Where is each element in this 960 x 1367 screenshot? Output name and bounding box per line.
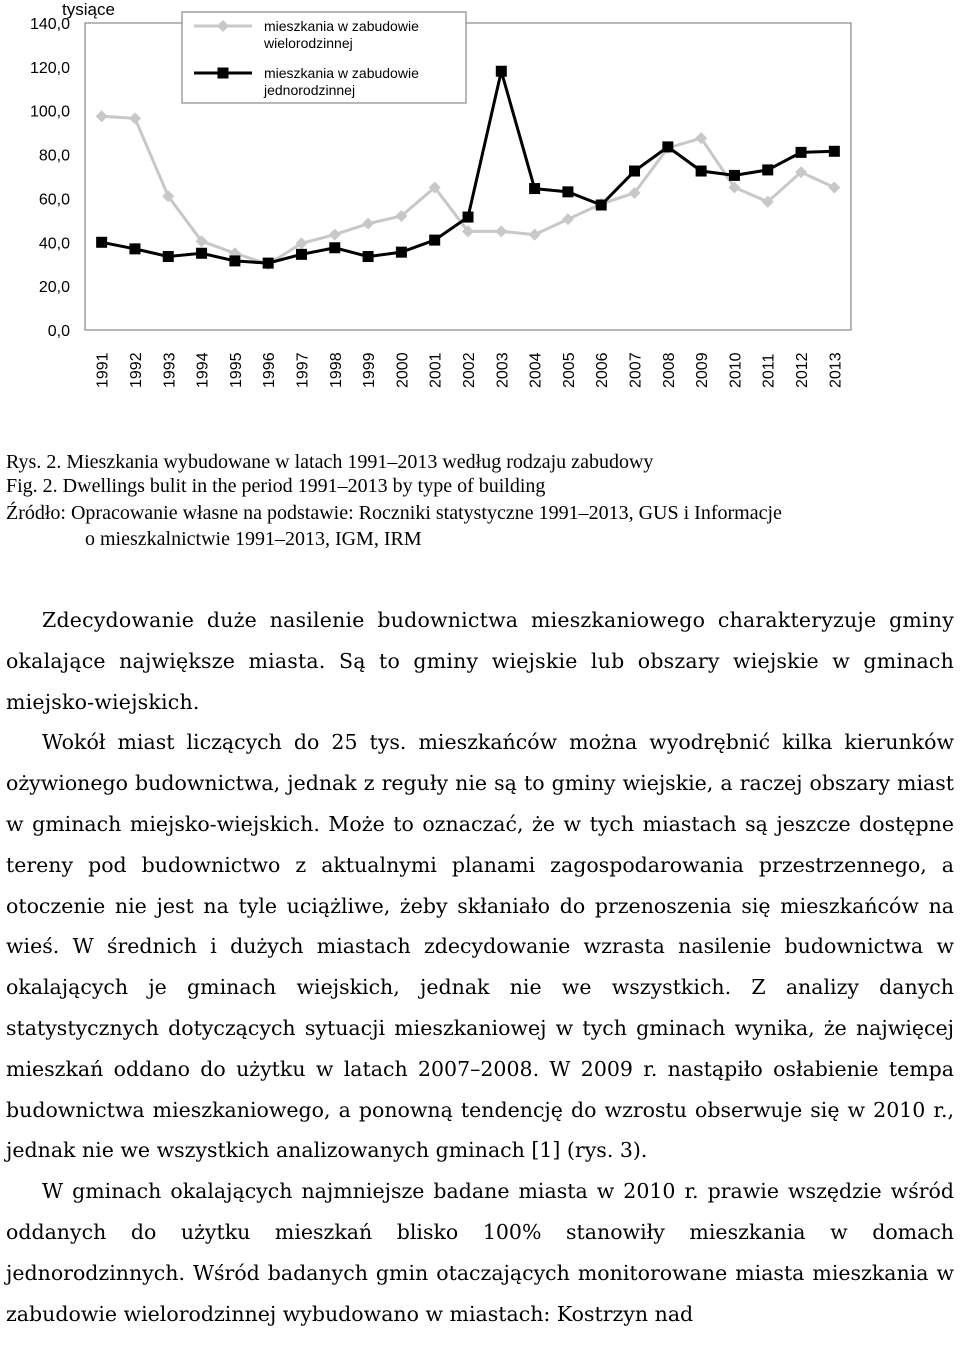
data-point-square bbox=[96, 237, 107, 248]
figure-caption-pl: Rys. 2. Mieszkania wybudowane w latach 1991–2013 według rodzaju zabudowy bbox=[6, 451, 654, 473]
x-tick-label: 1994 bbox=[194, 352, 212, 388]
y-tick-label: 100,0 bbox=[29, 103, 70, 121]
data-point-diamond bbox=[828, 181, 840, 193]
data-point-square bbox=[562, 186, 573, 197]
x-tick-label: 2009 bbox=[694, 352, 712, 388]
x-tick-label: 1999 bbox=[361, 352, 379, 388]
data-point-square bbox=[163, 251, 174, 262]
y-tick-label: 40,0 bbox=[38, 235, 70, 253]
x-tick-label: 2003 bbox=[494, 352, 512, 388]
x-tick-label: 2005 bbox=[560, 352, 578, 388]
data-point-square bbox=[496, 66, 507, 77]
x-tick-label: 2011 bbox=[760, 353, 778, 388]
legend-label: wielorodzinnej bbox=[264, 35, 353, 51]
x-tick-label: 2001 bbox=[427, 352, 445, 388]
data-point-diamond bbox=[329, 229, 341, 241]
dwellings-chart bbox=[0, 0, 960, 400]
y-tick-label: 120,0 bbox=[29, 59, 70, 77]
data-point-square bbox=[696, 166, 707, 177]
x-tick-label: 1992 bbox=[127, 352, 145, 388]
data-point-square bbox=[196, 248, 207, 259]
figure-caption-en: Fig. 2. Dwellings bulit in the period 1991–2013 by type of building bbox=[6, 475, 546, 497]
x-tick-label: 1993 bbox=[161, 352, 179, 388]
y-tick-label: 140,0 bbox=[29, 16, 70, 33]
figure-source-line-2: o mieszkalnictwie 1991–2013, IGM, IRM bbox=[85, 528, 422, 550]
series-line-0 bbox=[102, 116, 835, 264]
data-point-diamond bbox=[96, 110, 108, 122]
paragraph-3: W gminach okalających najmniejsze badane miasta w 2010 r. prawie wszędzie wśród oddanych do użytku mieszkań blisko 100% stanowiły mieszkania w domach jednorodzinnych. Wśród badanych gmin otaczających monitorowane miasta mieszkania w zabudowie wielorodzinnej wybudowano w miastach: Kostrzyn nad bbox=[6, 1179, 954, 1326]
data-point-square bbox=[329, 242, 340, 253]
data-point-square bbox=[129, 243, 140, 254]
legend-label: mieszkania w zabudowie bbox=[264, 18, 419, 34]
figure-source-line-1: Źródło: Opracowanie własne na podstawie: Roczniki statystyczne 1991–2013, GUS i Informacje bbox=[6, 502, 782, 524]
data-point-square bbox=[829, 146, 840, 157]
x-tick-label: 2012 bbox=[794, 352, 812, 388]
data-point-diamond bbox=[562, 213, 574, 225]
x-tick-label: 1995 bbox=[227, 352, 245, 388]
data-point-square bbox=[263, 258, 274, 269]
data-point-square bbox=[762, 164, 773, 175]
data-point-square bbox=[463, 212, 474, 223]
x-tick-label: 2004 bbox=[527, 352, 545, 388]
legend-label: jednorodzinnej bbox=[264, 82, 356, 98]
paragraph-2: Wokół miast liczących do 25 tys. mieszkańców można wyodrębnić kilka kierunków ożywionego budownictwa, jednak z reguły nie są to gminy wiejskie, a raczej obszary miast w gminach miejsko-wiejskich. Może to oznaczać, że w tych miastach są jeszcze dostępne tereny pod budownictwo z aktualnymi planami zagospodarowania przestrzennego, a otoczenie nie jest na tyle uciążliwe, żeby skłaniało do przenoszenia się mieszkańców na wieś. W średnich i dużych miastach zdecydowanie wzrasta nasilenie budownictwa w okalających je gminach wiejskich, jednak nie we wszystkich. Z analizy danych statystycznych dotyczących sytuacji mieszkaniowej w tych gminach wynika, że najwięcej mieszkań oddano do użytku w latach 2007–2008. W 2009 r. nastąpiło osłabienie tempa budownictwa mieszkaniowego, a ponowną tendencję do wzrostu obserwuje się w 2010 r., jednak nie we wszystkich analizowanych gminach [1] (rys. 3). bbox=[6, 730, 954, 1163]
x-tick-label: 1996 bbox=[261, 352, 279, 388]
y-unit-label: tysiące bbox=[62, 0, 115, 19]
data-point-diamond bbox=[529, 229, 541, 241]
paragraph-1: Zdecydowanie duże nasilenie budownictwa mieszkaniowego charakteryzuje gminy okalające największe miasta. Są to gminy wiejskie lub obszary wiejskie w gminach miejsko-wiejskich. bbox=[6, 608, 954, 714]
y-tick-label: 20,0 bbox=[38, 279, 70, 297]
x-tick-label: 2000 bbox=[394, 352, 412, 388]
data-point-square bbox=[596, 200, 607, 211]
x-tick-label: 2008 bbox=[660, 352, 678, 388]
data-point-diamond bbox=[362, 218, 374, 230]
data-point-square bbox=[629, 166, 640, 177]
data-point-diamond bbox=[495, 225, 507, 237]
y-tick-label: 80,0 bbox=[38, 147, 70, 165]
x-tick-label: 1997 bbox=[294, 352, 312, 388]
chart-canvas bbox=[0, 0, 960, 400]
x-tick-label: 2010 bbox=[727, 352, 745, 388]
data-point-diamond bbox=[129, 112, 141, 124]
data-point-square bbox=[429, 235, 440, 246]
y-tick-label: 0,0 bbox=[47, 323, 70, 340]
x-tick-label: 2002 bbox=[461, 352, 478, 388]
data-point-square bbox=[363, 251, 374, 262]
data-point-square bbox=[662, 141, 673, 152]
x-tick-label: 2006 bbox=[594, 352, 612, 388]
x-tick-label: 1998 bbox=[327, 352, 345, 388]
x-tick-label: 1991 bbox=[94, 352, 112, 388]
data-point-square bbox=[796, 147, 807, 158]
x-tick-label: 2013 bbox=[827, 352, 845, 388]
body-text bbox=[6, 600, 954, 1334]
legend-label: mieszkania w zabudowie bbox=[264, 65, 419, 81]
data-point-square bbox=[729, 170, 740, 181]
x-tick-label: 2007 bbox=[627, 352, 645, 388]
legend-marker-square bbox=[218, 68, 229, 79]
data-point-square bbox=[529, 183, 540, 194]
data-point-square bbox=[229, 255, 240, 266]
data-point-square bbox=[396, 247, 407, 258]
data-point-square bbox=[296, 249, 307, 260]
y-tick-label: 60,0 bbox=[38, 191, 70, 209]
